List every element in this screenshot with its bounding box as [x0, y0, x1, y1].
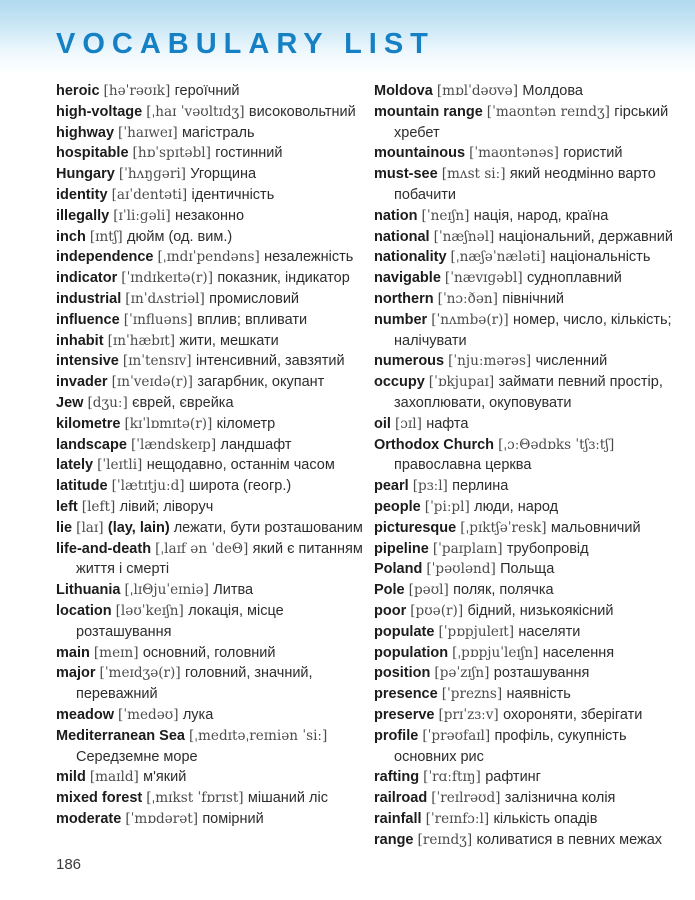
phonetic-transcription: [ˈmedəʊ]: [118, 706, 183, 723]
headword: intensive: [56, 353, 123, 370]
headword: left: [56, 498, 82, 515]
headword: major: [56, 665, 100, 682]
phonetic-transcription: [ɪntʃ]: [89, 228, 128, 245]
translation: лука: [182, 706, 214, 723]
translation: трубопровід: [506, 540, 589, 557]
phonetic-transcription: [ˌnæʃəˈnæləti]: [450, 249, 550, 266]
phonetic-transcription: [ɪnˈtensɪv]: [122, 353, 196, 370]
phonetic-transcription: [ˈlætɪtjuːd]: [111, 478, 189, 495]
headword: inhabit: [56, 332, 108, 349]
translation: кілометр: [216, 415, 276, 432]
phonetic-transcription: [ˈɪnfluəns]: [123, 311, 198, 328]
headword: numerous: [374, 353, 449, 370]
translation: охороняти, зберігати: [503, 706, 643, 723]
headword: populate: [374, 623, 439, 640]
headword: indicator: [56, 270, 122, 287]
translation: судноплавний: [526, 270, 622, 287]
vocab-entry: [374, 601, 688, 622]
translation: розташування: [493, 665, 590, 682]
vocab-entry: [374, 809, 688, 830]
translation: залізнична колія: [504, 790, 616, 807]
translation: єврей, єврейка: [132, 394, 234, 411]
phonetic-transcription: [ˈmɒdərət]: [125, 810, 203, 827]
translation: ландшафт: [220, 436, 292, 453]
phonetic-transcription: [həˈrəʊɪk]: [103, 83, 175, 99]
translation: лівий; ліворуч: [119, 498, 214, 515]
headword: latitude: [56, 478, 112, 495]
phonetic-transcription: [ˌpɒpjuˈleɪʃn]: [452, 644, 543, 661]
headword: illegally: [56, 207, 114, 224]
translation: мальовничий: [550, 519, 641, 536]
headword: must-see: [374, 166, 442, 183]
translation: національність: [549, 249, 651, 266]
headword: profile: [374, 727, 423, 744]
translation: Угорщина: [190, 166, 257, 183]
vocab-entry: [374, 227, 688, 248]
headword: rainfall: [374, 810, 426, 827]
vocab-entry: [374, 102, 688, 144]
headword: industrial: [56, 290, 126, 307]
headword: lie: [56, 519, 77, 536]
headword: hospitable: [56, 145, 133, 162]
translation: населення: [542, 644, 615, 661]
vocab-entry: [374, 351, 688, 372]
vocab-entry: [374, 643, 688, 664]
phonetic-transcription: [ˈrɑːftɪŋ]: [423, 769, 486, 786]
headword: mixed forest: [56, 790, 147, 807]
phonetic-transcription: [ˈnjuːmərəs]: [448, 353, 536, 370]
translation: який неодмінно варто побачити: [394, 166, 656, 203]
phonetic-transcription: [ˌlɪΘjuˈeɪniə]: [124, 582, 214, 599]
translation: гористий: [563, 145, 623, 162]
headword: preserve: [374, 706, 439, 723]
vocab-entry: [56, 767, 368, 788]
verb-forms: (lay, lain): [107, 519, 174, 536]
phonetic-transcription: [ˈreɪlrəʊd]: [431, 790, 505, 807]
translation: показник, індикатор: [217, 270, 350, 287]
headword: identity: [56, 186, 112, 203]
vocab-entry: [56, 372, 368, 393]
vocab-entry: [56, 393, 368, 414]
translation: інтенсивний, завзятий: [195, 353, 345, 370]
vocab-entry: [374, 310, 688, 352]
translation: високовольтний: [248, 103, 356, 120]
vocab-column-right: [374, 81, 688, 850]
translation: поляк, полячка: [453, 582, 554, 599]
translation: Молдова: [522, 83, 583, 99]
headword: number: [374, 311, 432, 328]
vocab-entry: [56, 247, 368, 268]
headword: Hungary: [56, 166, 119, 183]
vocab-column-left: [56, 81, 368, 830]
headword: nation: [374, 207, 422, 224]
vocab-entry: [56, 601, 368, 643]
phonetic-transcription: [ɪnˈveɪdə(r)]: [111, 374, 198, 391]
translation: нація, народ, країна: [473, 207, 609, 224]
vocab-entry: [56, 81, 368, 102]
vocab-entry: [374, 164, 688, 206]
phonetic-transcription: [pɜːl]: [412, 478, 453, 495]
translation: який є питанням життя і смерті: [76, 540, 363, 578]
phonetic-transcription: [reɪndʒ]: [417, 831, 477, 848]
translation: магістраль: [181, 124, 255, 141]
phonetic-transcription: [ˌɪndɪˈpendəns]: [157, 249, 265, 266]
translation: основний, головний: [142, 644, 276, 661]
headword: picturesque: [374, 519, 461, 536]
vocab-entry: [374, 539, 688, 560]
translation: жити, мешкати: [179, 332, 279, 349]
translation: широта (геогр.): [188, 478, 292, 495]
headword: mountainous: [374, 145, 470, 162]
translation: рафтинг: [485, 769, 541, 786]
vocab-entry: [374, 435, 688, 477]
phonetic-transcription: [ɪnˈhæbɪt]: [107, 332, 180, 349]
phonetic-transcription: [ˈnævɪɡəbl]: [444, 270, 527, 287]
translation: локація, місце розташування: [76, 602, 284, 640]
headword: kilometre: [56, 415, 125, 432]
vocab-entry: [374, 289, 688, 310]
phonetic-transcription: [ɪˈliːɡəli]: [113, 207, 175, 224]
vocab-entry: [56, 497, 368, 518]
vocab-entry: [374, 705, 688, 726]
vocab-entry: [56, 476, 368, 497]
vocab-entry: [374, 726, 688, 768]
translation: бідний, низькоякісний: [467, 602, 614, 619]
phonetic-transcription: [prɪˈzɜːv]: [438, 706, 504, 723]
translation: гірський хребет: [394, 103, 669, 141]
headword: people: [374, 498, 425, 515]
translation: численний: [535, 353, 608, 370]
vocab-entry: [56, 123, 368, 144]
translation: ідентичність: [191, 186, 275, 203]
page-number: 186: [56, 856, 82, 873]
phonetic-transcription: [left]: [81, 498, 120, 515]
vocab-entry: [374, 663, 688, 684]
headword: location: [56, 602, 116, 619]
vocab-entry: [56, 539, 368, 581]
phonetic-transcription: [dʒuː]: [87, 394, 133, 411]
translation: православна церква: [394, 457, 532, 474]
translation: м'який: [143, 769, 187, 786]
vocab-entry: [56, 227, 368, 248]
phonetic-transcription: [ˈmaʊntənəs]: [469, 145, 564, 162]
translation: героїчний: [174, 83, 240, 99]
vocab-entry: [374, 476, 688, 497]
vocab-entry: [56, 435, 368, 456]
headword: mountain range: [374, 103, 487, 120]
phonetic-transcription: [ˌpɪktʃəˈresk]: [460, 519, 551, 536]
vocab-entry: [374, 622, 688, 643]
translation: незалежність: [264, 249, 354, 266]
headword: meadow: [56, 706, 119, 723]
vocab-entry: [56, 663, 368, 705]
translation: вплив; впливати: [197, 311, 308, 328]
vocab-entry: [374, 268, 688, 289]
vocab-entry: [56, 788, 368, 809]
headword: oil: [374, 415, 395, 432]
translation: загарбник, окупант: [197, 374, 325, 391]
translation: помірний: [202, 810, 264, 827]
phonetic-transcription: [ˌhaɪ ˈvəʊltɪdʒ]: [146, 103, 249, 120]
vocab-entry: [56, 143, 368, 164]
phonetic-transcription: [ləʊˈkeɪʃn]: [115, 602, 189, 619]
headword: independence: [56, 249, 158, 266]
phonetic-transcription: [ˈreɪnfɔːl]: [425, 810, 494, 827]
vocab-entry: [374, 830, 688, 851]
vocab-entry: [56, 164, 368, 185]
vocab-entry: [374, 372, 688, 414]
phonetic-transcription: [ˌmɪkst ˈfɒrɪst]: [146, 790, 248, 807]
headword: pipeline: [374, 540, 433, 557]
translation: національний, державний: [498, 228, 673, 245]
headword: navigable: [374, 270, 445, 287]
phonetic-transcription: [ˈleɪtli]: [97, 457, 147, 474]
phonetic-transcription: [laɪ]: [76, 519, 108, 536]
headword: Poland: [374, 561, 427, 578]
vocab-entry: [374, 247, 688, 268]
headword: Jew: [56, 394, 88, 411]
vocab-entry: [374, 414, 688, 435]
vocab-entry: [374, 497, 688, 518]
headword: life-and-death: [56, 540, 156, 557]
vocab-entry: [374, 684, 688, 705]
vocab-entry: [56, 518, 368, 539]
phonetic-transcription: [hɒˈspɪtəbl]: [132, 145, 216, 162]
phonetic-transcription: [mɒlˈdəʊvə]: [436, 83, 523, 99]
vocab-entry: [374, 580, 688, 601]
phonetic-transcription: [ˈɒkjupaɪ]: [428, 374, 499, 391]
phonetic-transcription: [ˈhʌŋɡəri]: [118, 166, 191, 183]
vocab-entry: [56, 580, 368, 601]
translation: промисловий: [209, 290, 300, 307]
translation: північний: [502, 290, 565, 307]
phonetic-transcription: [ˌɔːΘədɒks ˈtʃɜːtʃ]: [498, 436, 615, 453]
headword: highway: [56, 124, 119, 141]
headword: nationality: [374, 249, 451, 266]
phonetic-transcription: [ˈpaɪplaɪn]: [432, 540, 507, 557]
translation: коливатися в певних межах: [476, 831, 663, 848]
vocab-entry: [56, 351, 368, 372]
translation: перлина: [452, 478, 509, 495]
headword: Mediterranean Sea: [56, 727, 189, 744]
phonetic-transcription: [ɪnˈdʌstriəl]: [125, 290, 210, 307]
headword: moderate: [56, 810, 126, 827]
headword: heroic: [56, 83, 104, 99]
phonetic-transcription: [ˈprezns]: [441, 686, 507, 703]
phonetic-transcription: [ˈmeɪdʒə(r)]: [99, 665, 185, 682]
phonetic-transcription: [ˈmaʊntən reɪndʒ]: [486, 103, 615, 120]
translation: наявність: [506, 686, 571, 703]
vocab-entry: [56, 705, 368, 726]
vocab-entry: [56, 331, 368, 352]
headword: Orthodox Church: [374, 436, 499, 453]
phonetic-transcription: [pʊə(r)]: [410, 602, 468, 619]
phonetic-transcription: [ˈhaɪweɪ]: [118, 124, 182, 141]
vocab-entry: [374, 143, 688, 164]
vocab-entry: [56, 455, 368, 476]
translation: мішаний ліс: [247, 790, 328, 807]
translation: Середземне море: [76, 748, 198, 765]
phonetic-transcription: [ˈnʌmbə(r)]: [431, 311, 514, 328]
phonetic-transcription: [ˈlændskeɪp]: [130, 436, 221, 453]
vocab-entry: [56, 643, 368, 664]
headword: lately: [56, 457, 98, 474]
headword: railroad: [374, 790, 432, 807]
translation: люди, народ: [474, 498, 559, 515]
vocab-entry: [374, 788, 688, 809]
translation: Литва: [213, 582, 254, 599]
translation: Польща: [500, 561, 555, 578]
phonetic-transcription: [pəʊl]: [408, 582, 454, 599]
vocab-entry: [56, 185, 368, 206]
headword: position: [374, 665, 435, 682]
headword: Pole: [374, 582, 409, 599]
translation: нещодавно, останнім часом: [146, 457, 335, 474]
headword: landscape: [56, 436, 131, 453]
translation: лежати, бути розташованим: [173, 519, 363, 536]
vocab-entry: [56, 268, 368, 289]
headword: influence: [56, 311, 124, 328]
translation: головний, значний, переважний: [76, 665, 313, 703]
phonetic-transcription: [maɪld]: [89, 769, 144, 786]
phonetic-transcription: [ɔɪl]: [394, 415, 427, 432]
headword: poor: [374, 602, 411, 619]
phonetic-transcription: [ˈpəʊlənd]: [426, 561, 501, 578]
headword: population: [374, 644, 453, 661]
translation: нафта: [426, 415, 469, 432]
phonetic-transcription: [ˌlaɪf ən ˈdeΘ]: [155, 540, 253, 557]
phonetic-transcription: [ˈprəʊfaɪl]: [422, 727, 495, 744]
phonetic-transcription: [ˈneɪʃn]: [421, 207, 474, 224]
headword: range: [374, 831, 418, 848]
vocab-entry: [56, 206, 368, 227]
vocab-entry: [56, 726, 368, 768]
vocab-entry: [56, 289, 368, 310]
headword: high-voltage: [56, 103, 147, 120]
phonetic-transcription: [kɪˈlɒmɪtə(r)]: [124, 415, 217, 432]
translation: кількість опадів: [493, 810, 598, 827]
translation: дюйм (од. вим.): [127, 228, 233, 245]
vocab-entry: [374, 81, 688, 102]
headword: rafting: [374, 769, 424, 786]
headword: pearl: [374, 478, 413, 495]
phonetic-transcription: [meɪn]: [93, 644, 143, 661]
phonetic-transcription: [ˈnɔːðən]: [437, 290, 503, 307]
vocab-entry: [374, 767, 688, 788]
phonetic-transcription: [ˈnæʃnəl]: [433, 228, 499, 245]
translation: номер, число, кількість; налічувати: [394, 311, 672, 349]
vocab-entry: [56, 102, 368, 123]
translation: профіль, сукупність основних рис: [394, 727, 627, 765]
headword: inch: [56, 228, 90, 245]
headword: Lithuania: [56, 582, 125, 599]
headword: presence: [374, 686, 442, 703]
phonetic-transcription: [ˈɪndɪkeɪtə(r)]: [121, 270, 218, 287]
vocab-entry: [56, 310, 368, 331]
vocab-entry: [374, 518, 688, 539]
headword: Moldova: [374, 83, 437, 99]
translation: гостинний: [215, 145, 283, 162]
phonetic-transcription: [ˈpiːpl]: [424, 498, 475, 515]
phonetic-transcription: [ˌmedɪtəˌreɪniən ˈsiː]: [188, 727, 328, 744]
phonetic-transcription: [aɪˈdentəti]: [111, 186, 192, 203]
phonetic-transcription: [mʌst siː]: [441, 166, 510, 183]
phonetic-transcription: [ˈpɒpjuleɪt]: [438, 623, 519, 640]
vocab-entry: [56, 414, 368, 435]
vocab-entry: [374, 559, 688, 580]
headword: main: [56, 644, 94, 661]
headword: national: [374, 228, 434, 245]
vocab-entry: [56, 809, 368, 830]
translation: займати певний простір, захоплювати, окуповувати: [394, 374, 663, 411]
headword: occupy: [374, 374, 429, 391]
page-title: VOCABULARY LIST: [56, 28, 435, 60]
translation: населяти: [518, 623, 581, 640]
vocab-entry: [374, 206, 688, 227]
headword: mild: [56, 769, 90, 786]
headword: invader: [56, 374, 112, 391]
headword: northern: [374, 290, 438, 307]
translation: незаконно: [174, 207, 245, 224]
phonetic-transcription: [pəˈzɪʃn]: [434, 665, 494, 682]
